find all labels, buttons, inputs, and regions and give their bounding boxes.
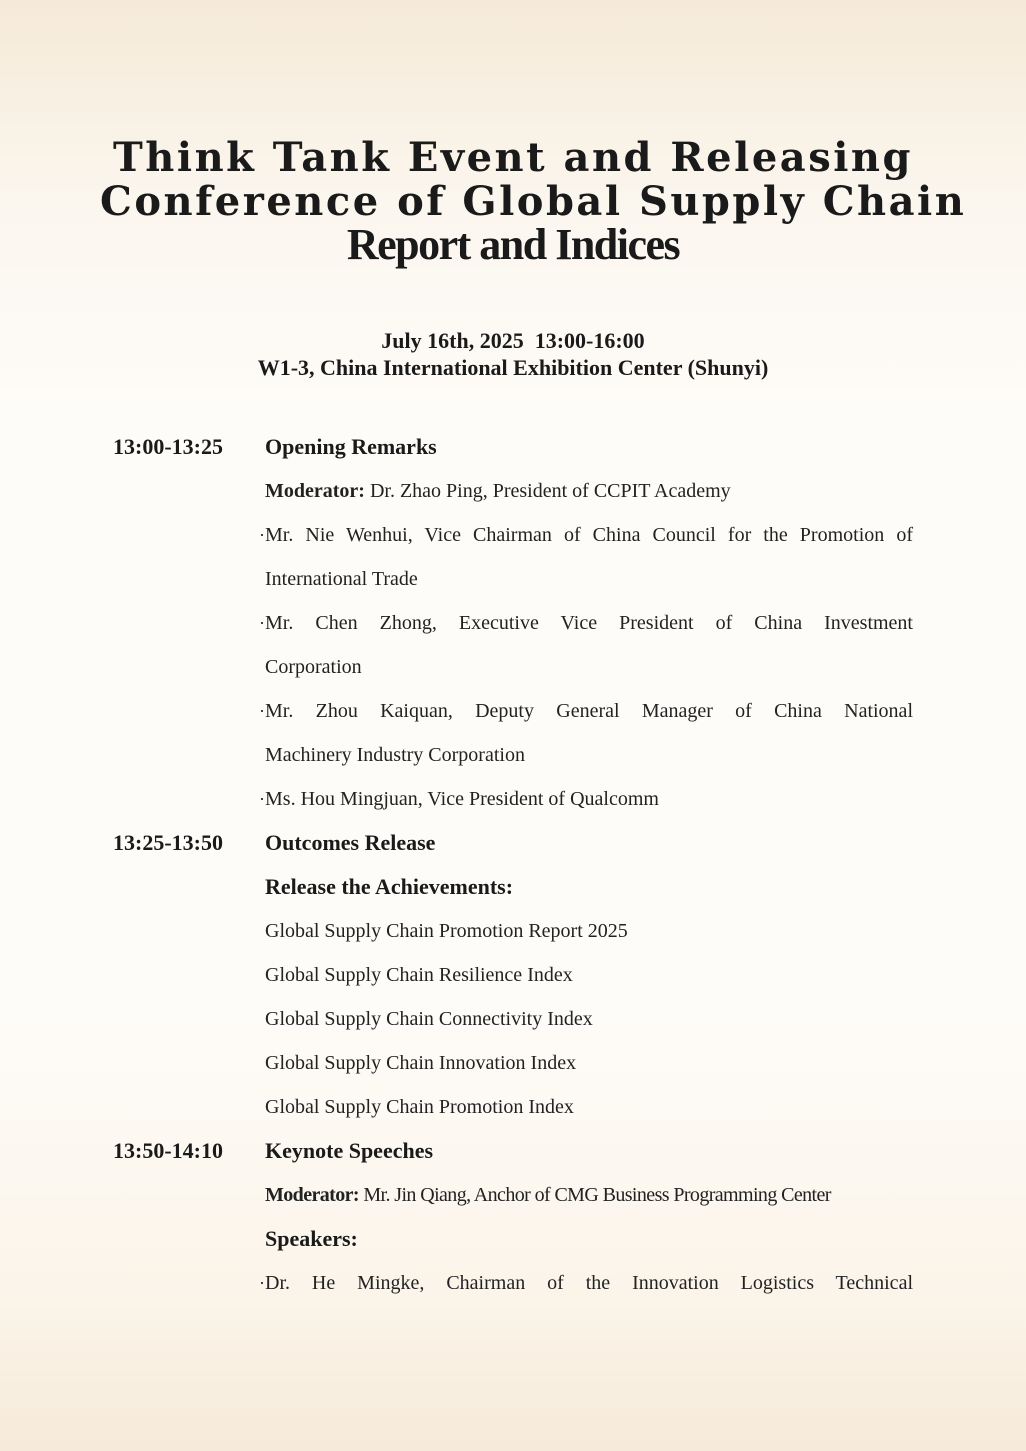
event-title — [100, 134, 967, 269]
session-title: Opening Remarks — [265, 434, 437, 459]
agenda-session-opening — [113, 425, 913, 821]
bullet-icon: · — [259, 1273, 265, 1293]
speaker-text-continued: International Trade — [265, 568, 418, 590]
speakers-heading: Speakers: — [265, 1226, 358, 1251]
speaker-bullet — [259, 601, 913, 645]
achievements-heading: Release the Achievements: — [265, 874, 514, 899]
speaker-bullet — [259, 777, 913, 821]
moderator-label: Moderator: — [265, 480, 365, 502]
speaker-text-continued: Corporation — [265, 656, 362, 678]
speaker-text: Mr. Chen Zhong, Executive Vice President of China Investment — [265, 612, 913, 634]
speaker-text: Mr. Nie Wenhui, Vice Chairman of China Council for the Promotion of — [265, 524, 913, 546]
achievement-item: Global Supply Chain Resilience Index — [265, 964, 573, 986]
event-datetime: July 16th, 2025 13:00-16:00 — [381, 328, 645, 353]
speaker-text-continued: Machinery Industry Corporation — [265, 744, 525, 766]
bullet-icon: · — [259, 701, 265, 721]
title-line-1: Think Tank Event and Releasing — [113, 134, 913, 181]
title-line-2: Conference of Global Supply Chain — [100, 178, 967, 225]
title-line-3: Report and Indices — [346, 220, 680, 269]
session-title: Keynote Speeches — [265, 1138, 434, 1163]
speaker-bullet — [259, 1261, 913, 1305]
agenda-session-outcomes — [113, 821, 913, 1129]
speaker-bullet — [259, 513, 913, 557]
session-time: 13:50-14:10 — [113, 1138, 223, 1163]
achievement-item: Global Supply Chain Innovation Index — [265, 1052, 577, 1074]
bullet-icon: · — [259, 613, 265, 633]
session-time: 13:00-13:25 — [113, 434, 223, 459]
moderator-line — [265, 1173, 913, 1217]
moderator-line — [265, 469, 913, 513]
achievement-item: Global Supply Chain Connectivity Index — [265, 1008, 593, 1030]
speaker-text: Dr. He Mingke, Chairman of the Innovation Logistics Technical — [265, 1272, 913, 1294]
achievement-item: Global Supply Chain Promotion Index — [265, 1096, 574, 1118]
agenda-session-keynote — [113, 1129, 913, 1305]
speaker-bullet — [259, 689, 913, 733]
session-title: Outcomes Release — [265, 830, 436, 855]
moderator-name: Mr. Jin Qiang, Anchor of CMG Business Programming Center — [358, 1184, 831, 1206]
agenda — [113, 425, 913, 1305]
speaker-text: Ms. Hou Mingjuan, Vice President of Qualcomm — [265, 788, 659, 810]
event-meta — [100, 327, 926, 381]
moderator-name: Dr. Zhao Ping, President of CCPIT Academy — [364, 480, 731, 502]
bullet-icon: · — [259, 525, 265, 545]
session-time: 13:25-13:50 — [113, 830, 223, 855]
achievement-item: Global Supply Chain Promotion Report 2025 — [265, 920, 628, 942]
moderator-label: Moderator: — [265, 1184, 359, 1206]
speaker-text: Mr. Zhou Kaiquan, Deputy General Manager of China National — [265, 700, 913, 722]
bullet-icon: · — [259, 789, 265, 809]
event-venue: W1-3, China International Exhibition Center (Shunyi) — [257, 355, 769, 380]
